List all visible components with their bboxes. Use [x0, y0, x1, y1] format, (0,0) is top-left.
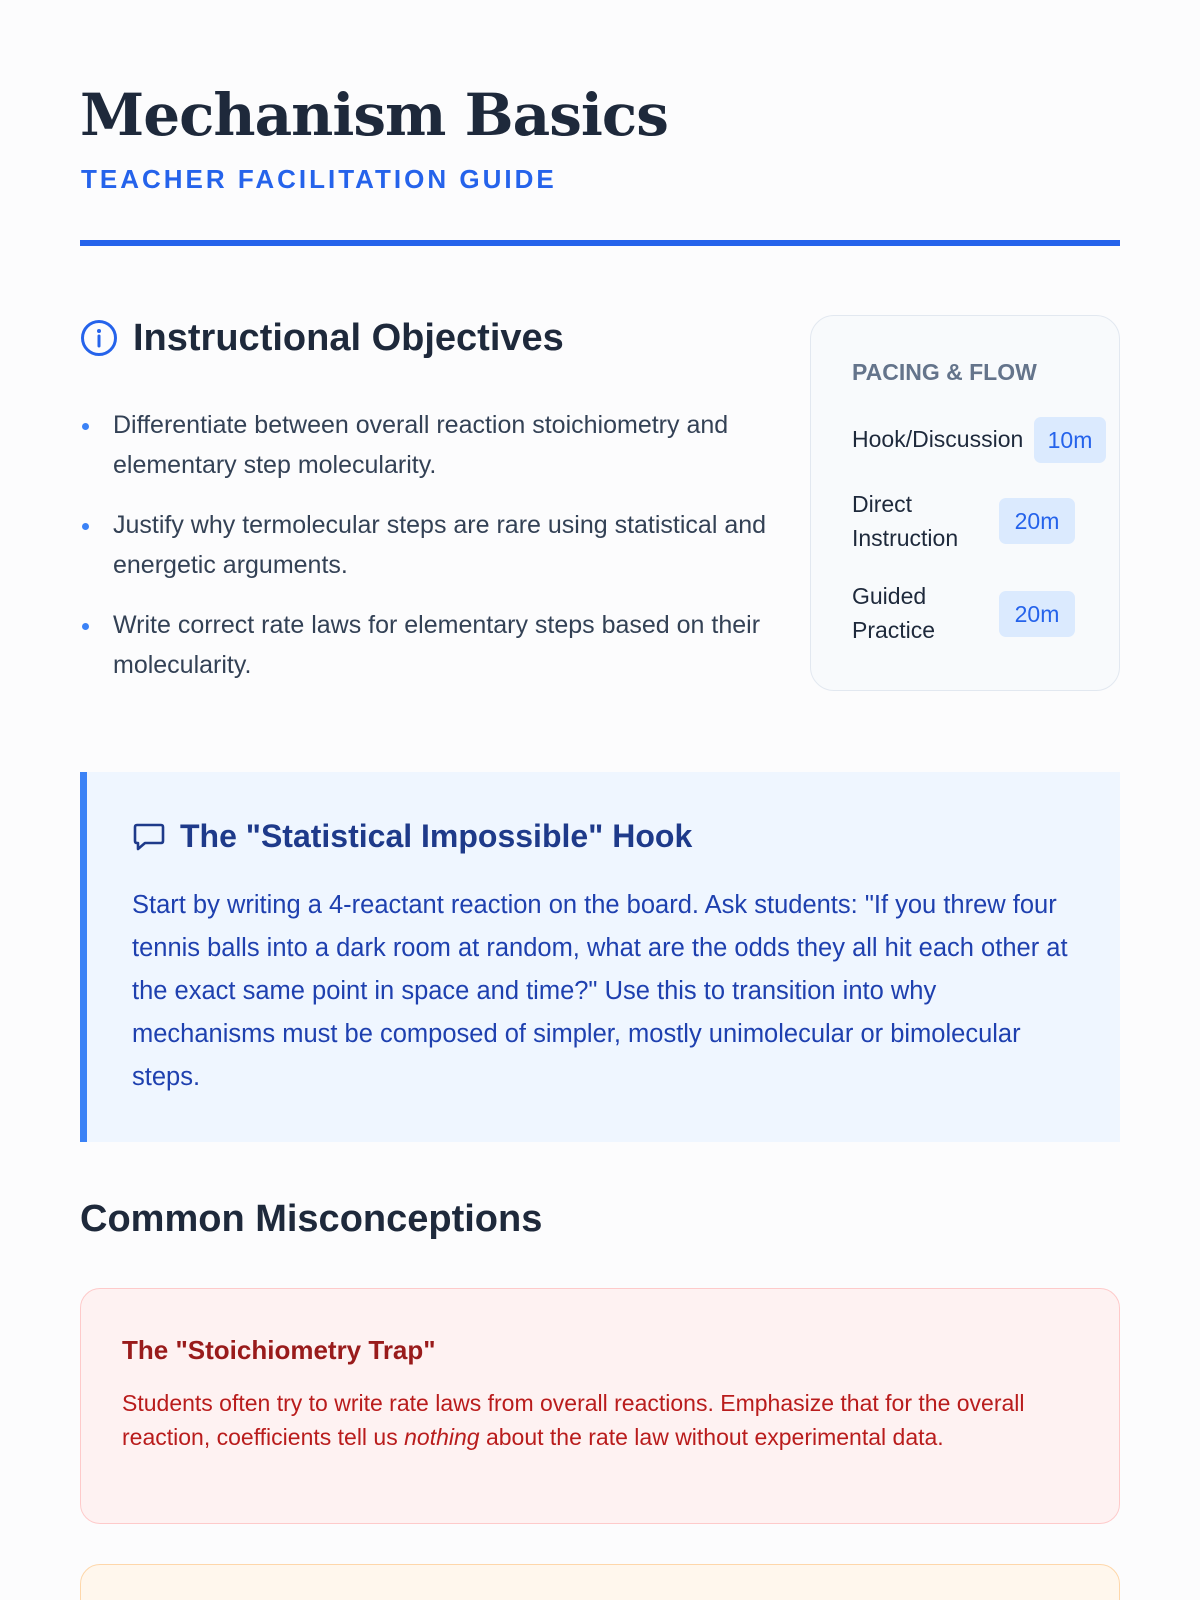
pacing-duration-badge: 20m — [999, 498, 1075, 544]
objective-text: Differentiate between overall reaction stoichiometry and elementary step molecularity. — [113, 411, 729, 479]
hook-heading — [132, 816, 692, 856]
page-subtitle: TEACHER FACILITATION GUIDE — [81, 164, 557, 194]
misconception-card-partial — [80, 1564, 1120, 1600]
objectives-heading-text: Instructional Objectives — [133, 317, 564, 359]
misconception-body — [122, 1386, 1072, 1454]
pacing-label-practice: Guided Practice — [852, 583, 936, 643]
objective-text: Write correct rate laws for elementary steps based on their molecularity. — [113, 611, 761, 679]
objective-item — [80, 605, 770, 685]
misconceptions-heading: Common Misconceptions — [80, 1198, 543, 1240]
misconception-body-text: about the rate law without experimental data. — [479, 1424, 944, 1450]
pacing-card — [810, 315, 1120, 691]
misconception-title: The "Stoichiometry Trap" — [122, 1335, 436, 1365]
misconception-emphasis: nothing — [404, 1424, 480, 1450]
hook-text: Start by writing a 4-reactant reaction on the board. Ask students: "If you threw four tennis balls into a dark room at random, what are the odds they all hit each other at the exact same point in space and time?" Use this to transition into why mechanisms must be composed of simpler, mostly unimolecular or bimolecular steps. — [132, 891, 1068, 1091]
misconception-card — [80, 1288, 1120, 1524]
objective-item — [80, 505, 770, 585]
objective-item — [80, 405, 770, 485]
misconception-body-text: Students often try to write rate laws from overall reactions. Emphasize that for the overall reaction, coefficients tell us — [122, 1390, 1025, 1450]
pacing-duration-badge: 10m — [1034, 417, 1106, 463]
pacing-label-hook: Hook/Discussion — [852, 426, 1024, 452]
header-divider — [80, 240, 1120, 246]
hook-callout — [80, 772, 1120, 1142]
hook-heading-text: The "Statistical Impossible" Hook — [180, 818, 693, 854]
objectives-list — [80, 405, 770, 705]
bullet-dot — [82, 423, 89, 430]
page-title: Mechanism Basics — [80, 81, 668, 149]
objectives-heading — [80, 316, 564, 360]
bullet-dot — [82, 623, 89, 630]
chat-bubble-icon — [132, 819, 166, 853]
info-icon — [80, 319, 118, 357]
objective-text: Justify why termolecular steps are rare using statistical and energetic arguments. — [113, 511, 767, 579]
pacing-label-instruction: Direct Instruction — [852, 491, 959, 551]
pacing-duration-badge: 20m — [999, 591, 1075, 637]
bullet-dot — [82, 523, 89, 530]
pacing-title: PACING & FLOW — [852, 359, 1037, 385]
